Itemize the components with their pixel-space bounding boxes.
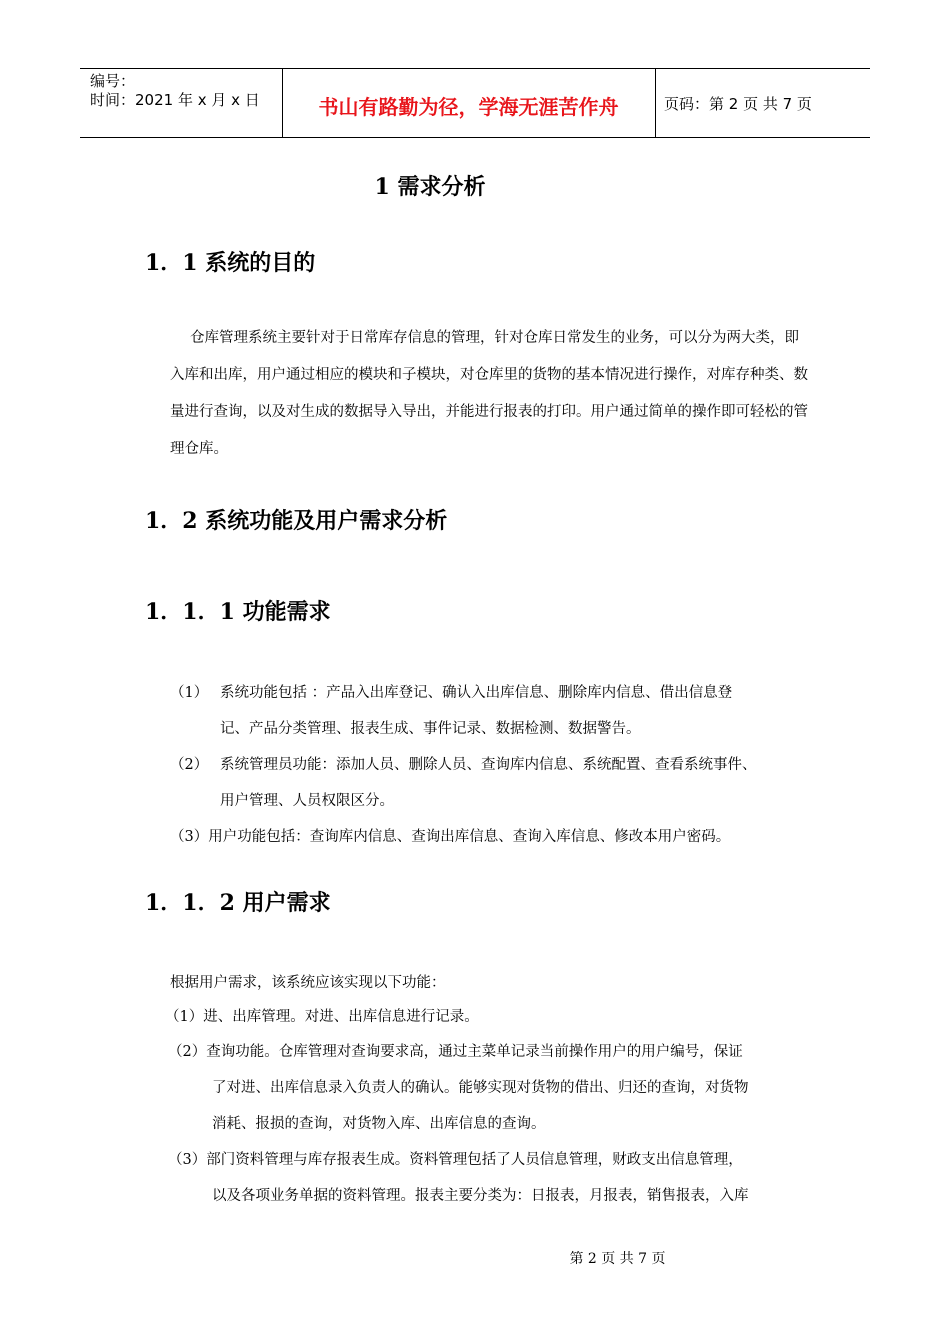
- intro-paragraph: 仓库管理系统主要针对于日常库存信息的管理，针对仓库日常发生的业务，可以分为两大类，即入库和出库，用户通过相应的模块和子模块，对仓库里的货物的基本情况进行操作，对库存种类、数量进行查询，以及对生成的数据导入导出，并能进行报表的打印。用户通过简单的操作即可轻松的管理仓库。: [170, 330, 808, 457]
- section-heading-1-1-1: 1．1．1 功能需求: [145, 599, 331, 625]
- function-item-2-line-1: 系统管理员功能：添加人员、删除人员、查询库内信息、系统配置、查看系统事件、: [220, 757, 757, 773]
- function-item-2-number: （2）: [170, 757, 209, 773]
- header-page-label: 页码：第 2 页 共 7 页: [664, 95, 812, 113]
- section-heading-1-2: 1．2 系统功能及用户需求分析: [145, 508, 448, 534]
- document-title: 1 需求分析: [374, 174, 486, 200]
- header-divider: [655, 69, 656, 137]
- function-item-2-line-2: 用户管理、人员权限区分。: [220, 793, 394, 809]
- header-meta: [90, 72, 260, 110]
- user-need-item-2-line-2: 了对进、出库信息录入负责人的确认。能够实现对货物的借出、归还的查询，对货物: [212, 1080, 749, 1096]
- user-need-item-3-line-2: 以及各项业务单据的资料管理。报表主要分类为：日报表，月报表，销售报表，入库: [212, 1188, 749, 1204]
- function-item-1-number: （1）: [170, 685, 209, 701]
- header-table: [80, 68, 870, 138]
- function-item-1-line-2: 记、产品分类管理、报表生成、事件记录、数据检测、数据警告。: [220, 721, 641, 737]
- section-heading-1-1: 1．1 系统的目的: [145, 250, 316, 276]
- user-needs-intro: 根据用户需求，该系统应该实现以下功能：: [170, 975, 446, 991]
- user-need-item-2-line-1: （2）查询功能。仓库管理对查询要求高，通过主菜单记录当前操作用户的用户编号，保证: [168, 1044, 743, 1060]
- page-footer: 第 2 页 共 7 页: [569, 1251, 666, 1267]
- doc-time-label: 时间：2021 年 x 月 x 日: [90, 91, 260, 109]
- user-need-item-1: （1）进、出库管理。对进、出库信息进行记录。: [165, 1009, 479, 1025]
- header-motto: 书山有路勤为径，学海无涯苦作舟: [318, 95, 619, 119]
- user-need-item-3-line-1: （3）部门资料管理与库存报表生成。资料管理包括了人员信息管理，财政支出信息管理，: [168, 1152, 743, 1168]
- section-heading-1-1-2: 1．1．2 用户需求: [145, 890, 331, 916]
- function-item-1-line-1: 系统功能包括 ：产品入出库登记、确认入出库信息、删除库内信息、借出信息登: [220, 685, 733, 701]
- user-need-item-2-line-3: 消耗、报损的查询，对货物入库、出库信息的查询。: [212, 1116, 546, 1132]
- doc-number-label: 编号：: [90, 72, 136, 90]
- function-item-3: （3）用户功能包括：查询库内信息、查询出库信息、查询入库信息、修改本用户密码。: [170, 829, 731, 845]
